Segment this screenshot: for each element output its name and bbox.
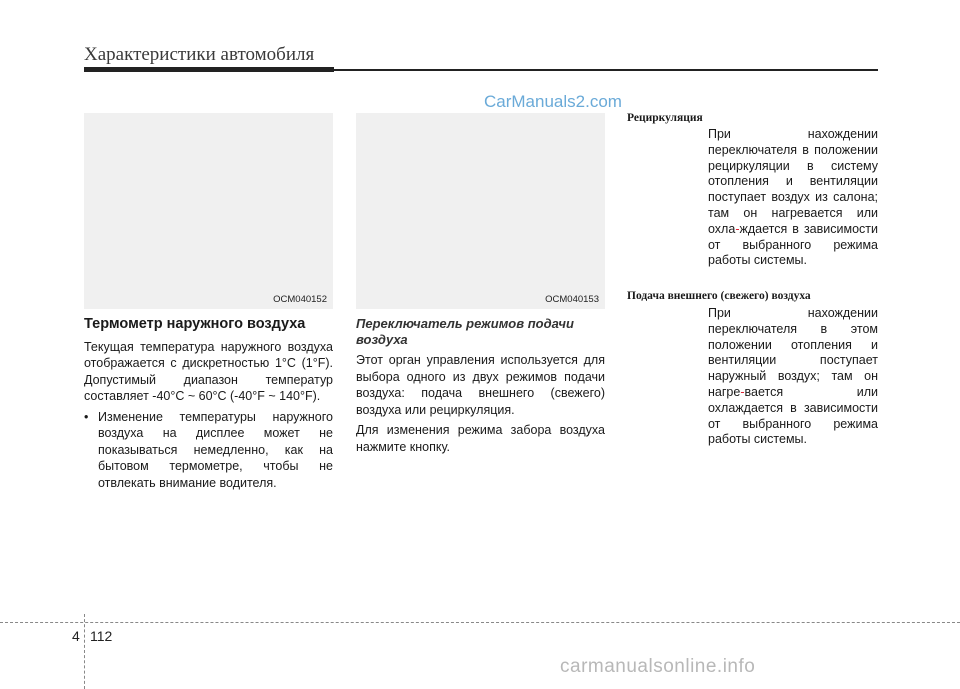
footer-rule (0, 622, 960, 623)
image-code: OCM040153 (545, 294, 599, 305)
bullet-text: Изменение температуры наружного воздуха на дисплее может не показываться немедленно, как на бытовом термометре, чтобы не отвлекать внимание водителя. (98, 409, 333, 490)
middle-column (356, 316, 605, 459)
illustration-thermometer (84, 113, 333, 309)
section-heading: Рециркуляция (627, 112, 703, 124)
watermark-bottom[interactable]: carmanualsonline.info (560, 656, 756, 677)
illustration-air-intake-switch (356, 113, 605, 309)
page-header-title: Характеристики автомобиля (84, 44, 315, 65)
section-heading: Переключатель режимов подачи воздуха (356, 316, 574, 347)
paragraph: Текущая температура наружного воздуха отображается с дискретностью 1°C (1°F). Допустимый диапазон температур составляет -40°C ~ 60°C (-40°F ~ 140°F). (84, 339, 333, 403)
footer-divider (84, 614, 85, 689)
paragraph: Для изменения режима забора воздуха нажмите кнопку. (356, 423, 605, 454)
watermark-top[interactable]: CarManuals2.com (484, 92, 622, 111)
image-code: OCM040152 (273, 294, 327, 305)
paragraph: При нахождении переключателя в положении рециркуляции в систему отопления и вентиляции поступает воздух из салона; там он нагревается или охла-ждается в зависимости от выбранного режима работы системы. (708, 127, 878, 268)
page-number: 112 (90, 628, 113, 644)
bullet-item (84, 409, 333, 492)
chapter-number: 4 (72, 628, 80, 644)
section-heading: Термометр наружного воздуха (84, 316, 306, 332)
header-rule-thin (334, 69, 878, 71)
bullet-icon: • (84, 409, 89, 424)
left-column (84, 316, 333, 491)
paragraph: Этот орган управления используется для выбора одного из двух режимов подачи воздуха: подача внешнего (свежего) воздуха или рециркуляция. (356, 353, 605, 417)
header-rule-thick (84, 67, 334, 72)
paragraph: При нахождении переключателя в этом положении отопления и вентиляции поступает наружный воздух; там он нагре-вается или охлаждается в зависимости от выбранного режима работы системы. (708, 306, 878, 447)
section-heading: Подача внешнего (свежего) воздуха (627, 290, 811, 302)
